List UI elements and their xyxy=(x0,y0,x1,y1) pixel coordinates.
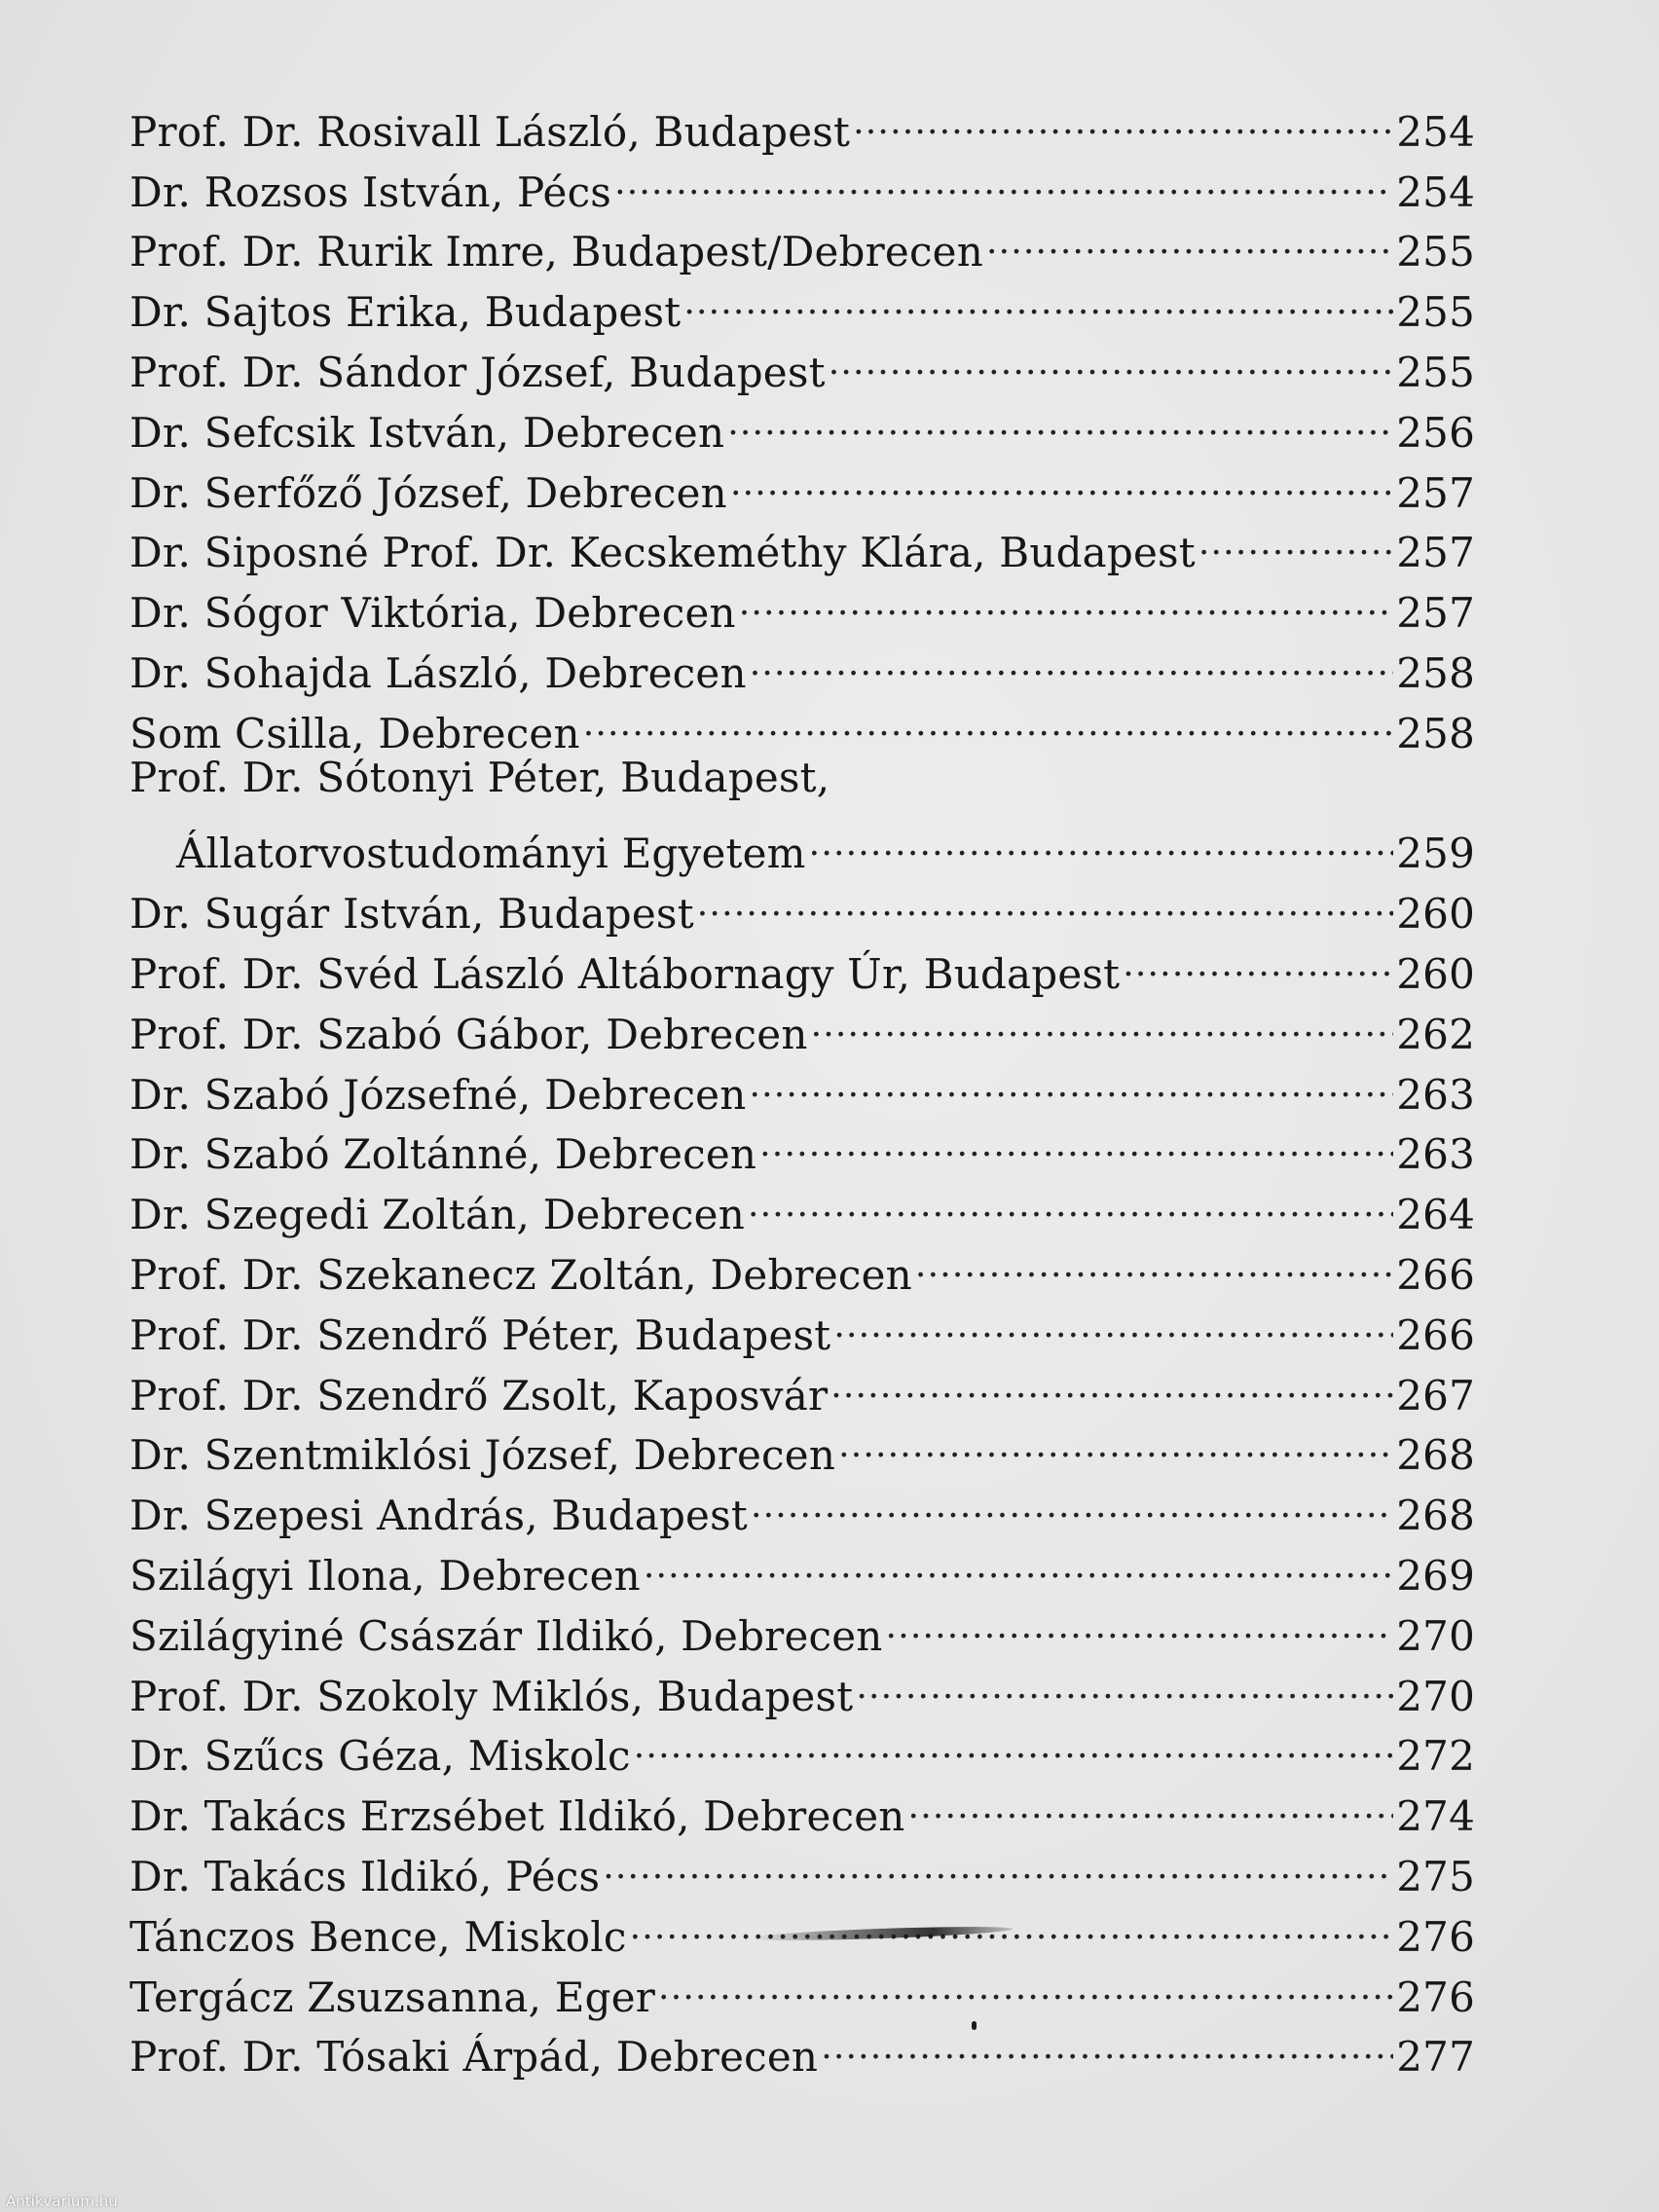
entry-page-number: 268 xyxy=(1396,1492,1475,1540)
entry-name: Tergácz Zsuzsanna, Eger xyxy=(129,1972,656,2021)
dot-leader xyxy=(603,1830,1393,1891)
entry-name: Tánczos Bence, Miskolc xyxy=(129,1912,627,1961)
dot-leader xyxy=(748,1168,1393,1229)
entry-name: Prof. Dr. Szendrő Zsolt, Kaposvár xyxy=(129,1371,829,1419)
entry-name: Dr. Sohajda László, Debrecen xyxy=(129,648,747,697)
dot-leader xyxy=(908,1770,1394,1830)
entry-name: Dr. Takács Erzsébet Ildikó, Debrecen xyxy=(129,1792,905,1841)
entry-page-number: 264 xyxy=(1396,1191,1475,1239)
entry-name: Dr. Szabó Zoltánné, Debrecen xyxy=(129,1130,757,1179)
entry-name-continuation: Állatorvostudományi Egyetem xyxy=(176,830,806,878)
entry-page-number: 274 xyxy=(1396,1792,1475,1841)
entry-name: Prof. Dr. Szabó Gábor, Debrecen xyxy=(129,1010,808,1058)
entry-page-number: 276 xyxy=(1396,1912,1475,1961)
entry-name: Dr. Sajtos Erika, Budapest xyxy=(129,288,682,337)
entry-page-number: 256 xyxy=(1396,408,1475,457)
entry-name: Dr. Sógor Viktória, Debrecen xyxy=(129,589,736,638)
dot-leader xyxy=(634,1711,1393,1771)
dot-leader xyxy=(739,567,1393,627)
dot-leader xyxy=(583,687,1393,748)
dot-leader xyxy=(986,206,1393,267)
entry-name: Dr. Szepesi András, Budapest xyxy=(129,1492,748,1540)
dot-leader xyxy=(830,1349,1393,1410)
entry-page-number: 268 xyxy=(1396,1431,1475,1480)
entry-name: Dr. Szegedi Zoltán, Debrecen xyxy=(129,1191,745,1239)
toc-entry-continuation xyxy=(129,808,1475,878)
entry-page-number: 254 xyxy=(1396,167,1475,216)
entry-name: Dr. Rozsos István, Pécs xyxy=(129,167,612,216)
dot-leader xyxy=(727,387,1393,447)
dot-leader xyxy=(833,1289,1393,1349)
dot-leader xyxy=(821,2011,1393,2072)
dot-leader xyxy=(1123,928,1393,988)
entry-name: Prof. Dr. Szokoly Miklós, Budapest xyxy=(129,1672,854,1720)
entry-name: Prof. Dr. Tósaki Árpád, Debrecen xyxy=(129,2033,819,2082)
entry-name: Dr. Szűcs Géza, Miskolc xyxy=(129,1732,631,1781)
entry-page-number: 258 xyxy=(1396,709,1475,757)
dot-leader xyxy=(809,808,1394,868)
entry-page-number: 276 xyxy=(1396,1972,1475,2021)
entry-name: Prof. Dr. Sótonyi Péter, Budapest, xyxy=(129,753,830,801)
dot-leader xyxy=(630,1891,1394,1951)
toc-entry xyxy=(129,748,1475,808)
entry-name: Dr. Serfőző József, Debrecen xyxy=(129,468,727,517)
dot-leader xyxy=(730,447,1393,507)
entry-name: Szilágyi Ilona, Debrecen xyxy=(129,1551,641,1600)
entry-name: Dr. Takács Ildikó, Pécs xyxy=(129,1852,601,1900)
ink-dot xyxy=(972,2021,977,2030)
entry-page-number: 260 xyxy=(1396,890,1475,939)
entry-page-number: 258 xyxy=(1396,648,1475,697)
dot-leader xyxy=(614,146,1393,206)
dot-leader xyxy=(886,1590,1394,1650)
watermark: Antikvarium.hu xyxy=(6,2193,118,2210)
entry-page-number: 266 xyxy=(1396,1310,1475,1359)
entry-page-number: 270 xyxy=(1396,1611,1475,1660)
entry-page-number: 262 xyxy=(1396,1010,1475,1058)
entry-page-number: 263 xyxy=(1396,1130,1475,1179)
dot-leader xyxy=(915,1229,1393,1289)
entry-page-number: 257 xyxy=(1396,529,1475,577)
entry-name: Dr. Szabó Józsefné, Debrecen xyxy=(129,1070,747,1119)
entry-page-number: 259 xyxy=(1396,830,1475,878)
toc-entry xyxy=(129,86,1475,156)
entry-page-number: 263 xyxy=(1396,1070,1475,1119)
entry-name: Szilágyiné Császár Ildikó, Debrecen xyxy=(129,1611,883,1660)
entry-name: Prof. Dr. Szendrő Péter, Budapest xyxy=(129,1310,831,1359)
entry-page-number: 270 xyxy=(1396,1672,1475,1720)
entry-page-number: 266 xyxy=(1396,1250,1475,1299)
entry-name: Som Csilla, Debrecen xyxy=(129,709,580,757)
entry-page-number: 254 xyxy=(1396,107,1475,156)
dot-leader xyxy=(644,1530,1393,1590)
entry-page-number: 260 xyxy=(1396,949,1475,998)
entry-page-number: 269 xyxy=(1396,1551,1475,1600)
entry-name: Prof. Dr. Rurik Imre, Budapest/Debrecen xyxy=(129,228,983,276)
entry-name: Dr. Sefcsik István, Debrecen xyxy=(129,408,725,457)
entry-page-number: 255 xyxy=(1396,228,1475,276)
entry-name: Dr. Szentmiklósi József, Debrecen xyxy=(129,1431,836,1480)
entry-page-number: 257 xyxy=(1396,589,1475,638)
entry-name: Dr. Siposné Prof. Dr. Kecskeméthy Klára, Budapest xyxy=(129,529,1196,577)
entry-page-number: 255 xyxy=(1396,288,1475,337)
dot-leader xyxy=(853,86,1393,146)
entry-name: Prof. Dr. Svéd László Altábornagy Úr, Budapest xyxy=(129,949,1121,998)
dot-leader xyxy=(829,326,1394,387)
entry-page-number: 277 xyxy=(1396,2033,1475,2082)
table-of-contents xyxy=(129,86,1475,2082)
dot-leader xyxy=(856,1650,1393,1711)
dot-leader xyxy=(759,1109,1393,1169)
dot-leader xyxy=(838,1410,1393,1470)
entry-page-number: 275 xyxy=(1396,1852,1475,1900)
entry-page-number: 257 xyxy=(1396,468,1475,517)
entry-page-number: 255 xyxy=(1396,348,1475,396)
dot-leader xyxy=(683,266,1393,326)
entry-name: Dr. Sugár István, Budapest xyxy=(129,890,694,939)
entry-name: Prof. Dr. Szekanecz Zoltán, Debrecen xyxy=(129,1250,912,1299)
dot-leader xyxy=(1198,507,1393,568)
entry-page-number: 272 xyxy=(1396,1732,1475,1781)
entry-name: Prof. Dr. Rosivall László, Budapest xyxy=(129,107,851,156)
dot-leader xyxy=(811,988,1394,1049)
dot-leader xyxy=(750,627,1394,687)
entry-page-number: 267 xyxy=(1396,1371,1475,1419)
dot-leader xyxy=(751,1469,1393,1530)
dot-leader xyxy=(658,1951,1393,2011)
dot-leader xyxy=(697,867,1393,928)
dot-leader xyxy=(750,1049,1394,1109)
entry-name: Prof. Dr. Sándor József, Budapest xyxy=(129,348,826,396)
